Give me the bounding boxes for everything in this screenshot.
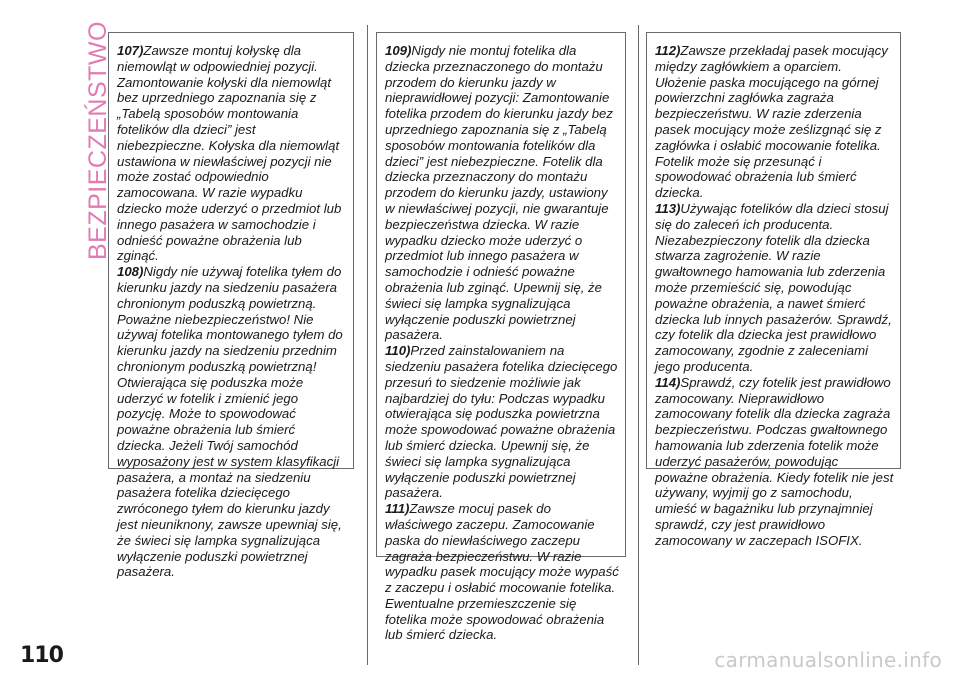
column-divider <box>367 25 368 665</box>
warning-paragraph <box>655 43 894 201</box>
warning-paragraph <box>385 43 619 343</box>
warning-text: Zawsze mocuj pasek do właściwego zaczepu. Zamocowanie paska do niewłaściwego zaczepu zagraża bezpieczeństwu. W razie wypadku pasek mocujący może wypaść z zaczepu i osłabić mocowanie fotelika. Ewentualne przemieszczenie się fotelika może spowodować obrażenia lub śmierć dziecka. <box>385 501 619 643</box>
warning-number: 113) <box>655 200 681 216</box>
warning-number: 109) <box>385 43 412 58</box>
warning-number: 111) <box>385 501 410 517</box>
warning-paragraph <box>117 43 347 264</box>
warning-box-3 <box>646 32 901 548</box>
watermark: carmanualsonline.info <box>714 648 942 672</box>
warning-paragraph <box>385 343 619 501</box>
warning-text: Nigdy nie używaj fotelika tyłem do kierunku jazdy na siedzeniu pasażera chronionym poduszką powietrzną. Poważne niebezpieczeństwo! Nie używaj fotelika montowanego tyłem do kierunku jazdy na siedzeniu przednim chronionym poduszką powietrzną! Otwierająca się poduszka może uderzyć w fotelik i zmienić jego pozycję. Może to spowodować poważne obrażenia lub śmierć dziecka. Jeżeli Twój samochód wyposażony jest w system klasyfikacji pasażera, a montaż na siedzeniu pasażera fotelika dziecięcego zwróconego tyłem do kierunku jazdy jest nieuniknony, zawsze upewniaj się, że świeci się lampka sygnalizująca wyłączenie poduszki powietrznej pasażera. <box>117 264 343 580</box>
warning-text: Używając fotelików dla dzieci stosuj się do zaleceń ich producenta. Niezabezpieczony fotelik dla dziecka stwarza zagrożenie. W razie gwałtownego hamowania lub zderzenia może przemieścić się, powodując poważne obrażenia, a nawet śmierć dziecka lub innych pasażerów. Sprawdź, czy fotelik dla dziecka jest prawidłowo zamocowany, zgodnie z zaleceniami jego producenta. <box>655 200 892 374</box>
section-title-text: BEZPIECZEŃSTWO <box>84 21 112 260</box>
warning-number: 114) <box>655 374 681 390</box>
warning-number: 107) <box>117 43 144 58</box>
warning-text: Nigdy nie montuj fotelika dla dziecka przeznaczonego do montażu przodem do kierunku jazdy w nieprawidłowej pozycji: Zamontowanie fotelika przodem do kierunku jazdy bez uprzedniego zapoznania się z „Tabelą sposobów montowania fotelików dla dzieci” jest niebezpieczne. Fotelik dla dziecka przeznaczony do montażu przodem do kierunku jazdy, ustawiony w niewłaściwej pozycji, nie gwarantuje bezpieczeństwa dziecka. W razie wypadku dziecko może uderzyć o przedmiot lub innego pasażera w samochodzie i odnieść poważne obrażenia lub zginąć. Upewnij się, że świeci się lampka sygnalizująca wyłączenie poduszki powietrznej pasażera. <box>385 43 613 343</box>
warning-text: Przed zainstalowaniem na siedzeniu pasażera fotelika dziecięcego przesuń to siedzenie możliwie jak najbardziej do tyłu: Podczas wypadku otwierająca się poduszka powietrzna może spowodować poważne obrażenia lub śmierć dziecka. Upewnij się, że świeci się lampka sygnalizująca wyłączenie poduszki powietrznej pasażera. <box>385 343 618 501</box>
warning-box-2 <box>376 32 626 643</box>
warning-number: 108) <box>117 264 144 280</box>
warning-paragraph <box>655 201 894 375</box>
warning-paragraph <box>655 375 894 549</box>
warning-text: Zawsze montuj kołyskę dla niemowląt w odpowiedniej pozycji. Zamontowanie kołyski dla niemowląt bez uprzedniego zapoznania się z „Tabelą sposobów montowania fotelików dla dzieci” jest niebezpieczne. Kołyska dla niemowląt ustawiona w niewłaściwej pozycji nie może zostać odpowiednio zamocowana. W razie wypadku dziecko może uderzyć o przedmiot lub innego pasażera w samochodzie i odnieść poważne obrażenia lub zginąć. <box>117 43 342 264</box>
warning-paragraph <box>117 264 347 580</box>
warning-number: 112) <box>655 43 681 58</box>
warning-text: Sprawdź, czy fotelik jest prawidłowo zamocowany. Nieprawidłowo zamocowany fotelik dla dziecka zagraża bezpieczeństwu. Podczas gwałtownego hamowania lub zderzenia fotelik może uderzyć pasażerów, powodując poważne obrażenia. Kiedy fotelik nie jest używany, wyjmij go z samochodu, umieść w bagażniku lub przynajmniej sprawdź, czy jest prawidłowo zamocowany w zaczepach ISOFIX. <box>655 374 894 548</box>
warning-text: Zawsze przekładaj pasek mocujący między zagłówkiem a oparciem. Ułożenie paska mocującego na górnej powierzchni zagłówka zagraża bezpieczeństwu. W razie zderzenia pasek mocujący może ześlizgnąć się z zagłówka i osłabić mocowanie fotelika. Fotelik może się przesunąć i spowodować obrażenia lub śmierć dziecka. <box>655 43 888 201</box>
warning-number: 110) <box>385 343 411 359</box>
column-divider <box>638 25 639 665</box>
warning-box-1 <box>108 32 354 580</box>
page-number: 110 <box>20 643 63 668</box>
section-title <box>54 21 112 270</box>
warning-paragraph <box>385 501 619 643</box>
